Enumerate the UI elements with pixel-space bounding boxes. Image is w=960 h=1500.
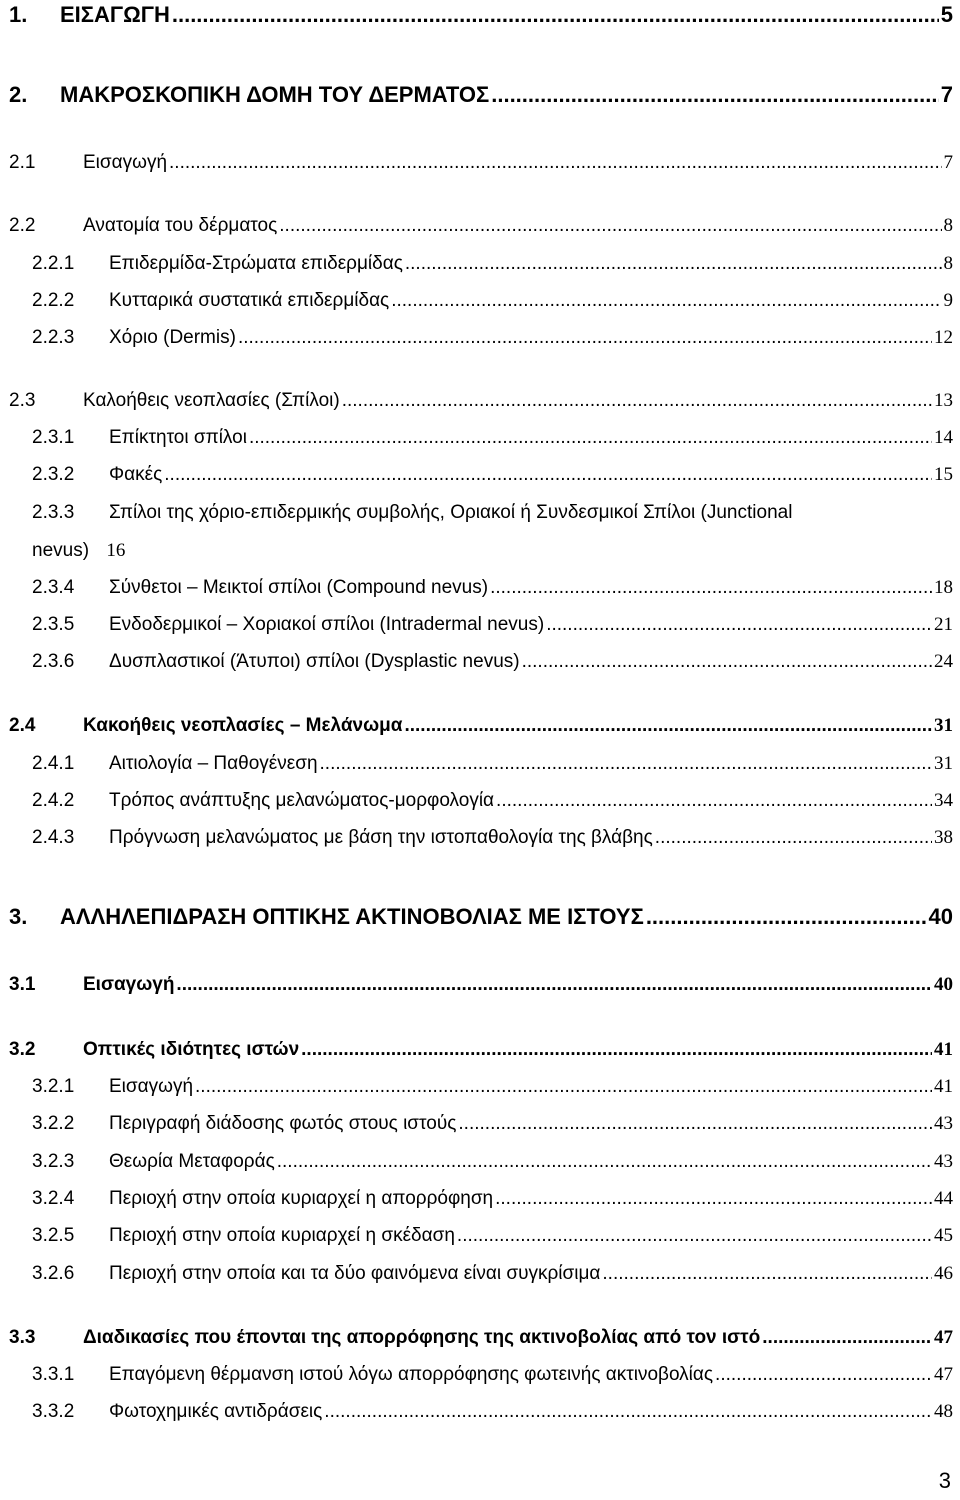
toc-title: Οπτικές ιδιότητες ιστών (83, 1039, 300, 1060)
toc-entry-3-2[interactable] (9, 1039, 953, 1061)
toc-entry-3-2-1[interactable] (32, 1076, 953, 1098)
toc-entry-2-2-3[interactable] (32, 327, 953, 349)
toc-number: 3.3.2 (32, 1401, 75, 1422)
toc-entry-2-3[interactable] (9, 390, 953, 412)
toc-title: Περιγραφή διάδοσης φωτός στους ιστούς (109, 1113, 457, 1134)
leader-dots (491, 82, 939, 108)
toc-entry-2-4-3[interactable] (32, 827, 953, 849)
toc-number: 3.2 (9, 1039, 36, 1060)
toc-entry-2-3-6[interactable] (32, 651, 953, 673)
toc-entry-3-2-6[interactable] (32, 1263, 953, 1285)
toc-title: Σύνθετοι – Μεικτοί σπίλοι (Compound nevus) (109, 577, 489, 598)
toc-title: Διαδικασίες που έπονται της απορρόφησης της ακτινοβολίας από τον ιστό (83, 1327, 761, 1348)
toc-title: Καλοήθεις νεοπλασίες (Σπίλοι) (83, 390, 340, 411)
leader-dots (169, 152, 941, 174)
toc-page: 40 (928, 904, 953, 929)
leader-dots (646, 904, 927, 930)
leader-dots (458, 1113, 932, 1135)
toc-page: 9 (943, 290, 953, 311)
toc-entry-3-3-1[interactable] (32, 1364, 953, 1386)
toc-title: Τρόπος ανάπτυξης μελανώματος-μορφολογία (109, 790, 495, 811)
toc-entry-2-3-4[interactable] (32, 577, 953, 599)
leader-dots (249, 427, 932, 449)
toc-entry-2-1[interactable] (9, 152, 953, 174)
toc-number: 3.3 (9, 1327, 36, 1348)
toc-entry-3[interactable] (9, 904, 953, 930)
toc-page: 41 (934, 1039, 953, 1060)
toc-entry-2-3-3-continuation[interactable] (32, 540, 125, 562)
leader-dots (301, 1039, 932, 1061)
leader-dots (279, 215, 941, 237)
toc-page: 38 (934, 827, 953, 848)
toc-number: 2.4.3 (32, 827, 75, 848)
leader-dots (762, 1327, 932, 1349)
toc-number: 3.3.1 (32, 1364, 75, 1385)
toc-title: Θεωρία Μεταφοράς (109, 1151, 275, 1172)
leader-dots (457, 1225, 932, 1247)
toc-page: 43 (934, 1113, 953, 1134)
toc-title: Φωτοχημικές αντιδράσεις (109, 1401, 323, 1422)
leader-dots (320, 753, 932, 775)
toc-title: Σπίλοι της χόριο-επιδερμικής συμβολής, Οριακοί ή Συνδεσμικοί Σπίλοι (Junctional (109, 502, 793, 523)
toc-number: 2.2.3 (32, 327, 75, 348)
toc-title: Ενδοδερμικοί – Χοριακοί σπίλοι (Intradermal nevus) (109, 614, 545, 635)
toc-title: ΕΙΣΑΓΩΓΗ (60, 2, 170, 27)
leader-dots (546, 614, 932, 636)
toc-number: 2.2.1 (32, 253, 75, 274)
toc-number: 2. (9, 82, 28, 107)
leader-dots (715, 1364, 932, 1386)
toc-page: 5 (940, 2, 953, 27)
toc-title-continuation: nevus) (32, 540, 90, 561)
toc-number: 2.3.1 (32, 427, 75, 448)
toc-number: 2.3.3 (32, 502, 75, 523)
toc-page: 18 (934, 577, 953, 598)
toc-page: 8 (943, 253, 953, 274)
toc-number: 3. (9, 904, 28, 929)
toc-number: 2.2.2 (32, 290, 75, 311)
toc-number: 3.2.5 (32, 1225, 75, 1246)
toc-number: 2.2 (9, 215, 36, 236)
toc-number: 2.4.1 (32, 753, 75, 774)
leader-dots (238, 327, 932, 349)
toc-title: Εισαγωγή (83, 152, 168, 173)
toc-title: Κακοήθεις νεοπλασίες – Μελάνωμα (83, 715, 403, 736)
toc-number: 2.3.4 (32, 577, 75, 598)
leader-dots (655, 827, 932, 849)
toc-entry-1[interactable] (9, 2, 953, 28)
toc-title: Εισαγωγή (109, 1076, 194, 1097)
leader-dots (496, 790, 932, 812)
toc-page: 34 (934, 790, 953, 811)
toc-number: 3.2.3 (32, 1151, 75, 1172)
toc-page: 12 (934, 327, 953, 348)
toc-page: 15 (934, 464, 953, 485)
toc-title: Περιοχή στην οποία κυριαρχεί η σκέδαση (109, 1225, 455, 1246)
toc-entry-2[interactable] (9, 82, 953, 108)
leader-dots (602, 1263, 932, 1285)
toc-page: 48 (934, 1401, 953, 1422)
toc-page: 40 (934, 974, 953, 995)
leader-dots (172, 2, 939, 28)
toc-number: 2.3.2 (32, 464, 75, 485)
toc-page: 16 (106, 540, 126, 561)
toc-page: 31 (934, 753, 953, 774)
leader-dots (490, 577, 932, 599)
toc-page: 45 (934, 1225, 953, 1246)
toc-title: Φακές (109, 464, 163, 485)
toc-number: 2.3 (9, 390, 36, 411)
toc-entry-2-3-2[interactable] (32, 464, 953, 486)
toc-title: Επαγόμενη θέρμανση ιστού λόγω απορρόφησης φωτεινής ακτινοβολίας (109, 1364, 714, 1385)
toc-number: 2.3.5 (32, 614, 75, 635)
toc-title: Ανατομία του δέρματος (83, 215, 278, 236)
toc-title: Δυσπλαστικοί (Άτυποι) σπίλοι (Dysplastic nevus) (109, 651, 520, 672)
leader-dots (176, 974, 932, 996)
toc-title: Χόριο (Dermis) (109, 327, 236, 348)
toc-page: 7 (943, 152, 953, 173)
toc-page: 13 (934, 390, 953, 411)
toc-page: 47 (934, 1327, 953, 1348)
toc-page: 44 (934, 1188, 953, 1209)
leader-dots (405, 253, 942, 275)
toc-entry-2-2-2[interactable] (32, 290, 953, 312)
toc-entry-3-2-5[interactable] (32, 1225, 953, 1247)
toc-page: 21 (934, 614, 953, 635)
leader-dots (391, 290, 941, 312)
toc-page: 7 (940, 82, 953, 107)
toc-title: Επίκτητοι σπίλοι (109, 427, 247, 448)
toc-title: Εισαγωγή (83, 974, 175, 995)
leader-dots (324, 1401, 932, 1423)
leader-dots (277, 1151, 932, 1173)
toc-number: 2.3.6 (32, 651, 75, 672)
page-number: 3 (938, 1468, 951, 1493)
toc-entry-3-1[interactable] (9, 974, 953, 996)
toc-entry-2-4-2[interactable] (32, 790, 953, 812)
toc-title: Περιοχή στην οποία κυριαρχεί η απορρόφηση (109, 1188, 494, 1209)
toc-number: 2.4.2 (32, 790, 75, 811)
leader-dots (404, 715, 932, 737)
leader-dots (342, 390, 932, 412)
toc-number: 3.2.6 (32, 1263, 75, 1284)
toc-entry-3-3-2[interactable] (32, 1401, 953, 1423)
toc-entry-3-2-4[interactable] (32, 1188, 953, 1210)
toc-entry-2-3-5[interactable] (32, 614, 953, 636)
leader-dots (195, 1076, 932, 1098)
toc-entry-2-4-1[interactable] (32, 753, 953, 775)
toc-page: 41 (934, 1076, 953, 1097)
toc-entry-3-2-2[interactable] (32, 1113, 953, 1135)
toc-page: 14 (934, 427, 953, 448)
toc-number: 3.2.4 (32, 1188, 75, 1209)
toc-title: Περιοχή στην οποία και τα δύο φαινόμενα είναι συγκρίσιμα (109, 1263, 601, 1284)
toc-title: ΜΑΚΡΟΣΚΟΠΙΚΗ ΔΟΜΗ ΤΟΥ ΔΕΡΜΑΤΟΣ (60, 82, 490, 107)
toc-number: 3.2.1 (32, 1076, 75, 1097)
toc-number: 3.2.2 (32, 1113, 75, 1134)
toc-page: 24 (934, 651, 953, 672)
toc-title: Πρόγνωση μελανώματος με βάση την ιστοπαθολογία της βλάβης (109, 827, 653, 848)
toc-number: 2.4 (9, 715, 36, 736)
toc-title: Επιδερμίδα-Στρώματα επιδερμίδας (109, 253, 403, 274)
toc-title: Κυτταρικά συστατικά επιδερμίδας (109, 290, 390, 311)
toc-page: 31 (934, 715, 953, 736)
toc-title: Αιτιολογία – Παθογένεση (109, 753, 318, 774)
toc-entry-2-4[interactable] (9, 715, 953, 737)
toc-number: 1. (9, 2, 28, 27)
toc-number: 2.1 (9, 152, 36, 173)
toc-entry-3-2-3[interactable] (32, 1151, 953, 1173)
toc-entry-2-3-1[interactable] (32, 427, 953, 449)
leader-dots (495, 1188, 932, 1210)
toc-number: 3.1 (9, 974, 36, 995)
toc-entry-2-3-3[interactable] (32, 502, 953, 524)
leader-dots (164, 464, 932, 486)
toc-page: 47 (934, 1364, 953, 1385)
toc-title: ΑΛΛΗΛΕΠΙΔΡΑΣΗ ΟΠΤΙΚΗΣ ΑΚΤΙΝΟΒΟΛΙΑΣ ΜΕ ΙΣΤΟΥΣ (60, 904, 644, 929)
toc-entry-2-2[interactable] (9, 215, 953, 237)
toc-page: 43 (934, 1151, 953, 1172)
toc-entry-3-3[interactable] (9, 1327, 953, 1349)
toc-entry-2-2-1[interactable] (32, 253, 953, 275)
toc-page: 8 (943, 215, 953, 236)
leader-dots (522, 651, 932, 673)
toc-page: 46 (934, 1263, 953, 1284)
